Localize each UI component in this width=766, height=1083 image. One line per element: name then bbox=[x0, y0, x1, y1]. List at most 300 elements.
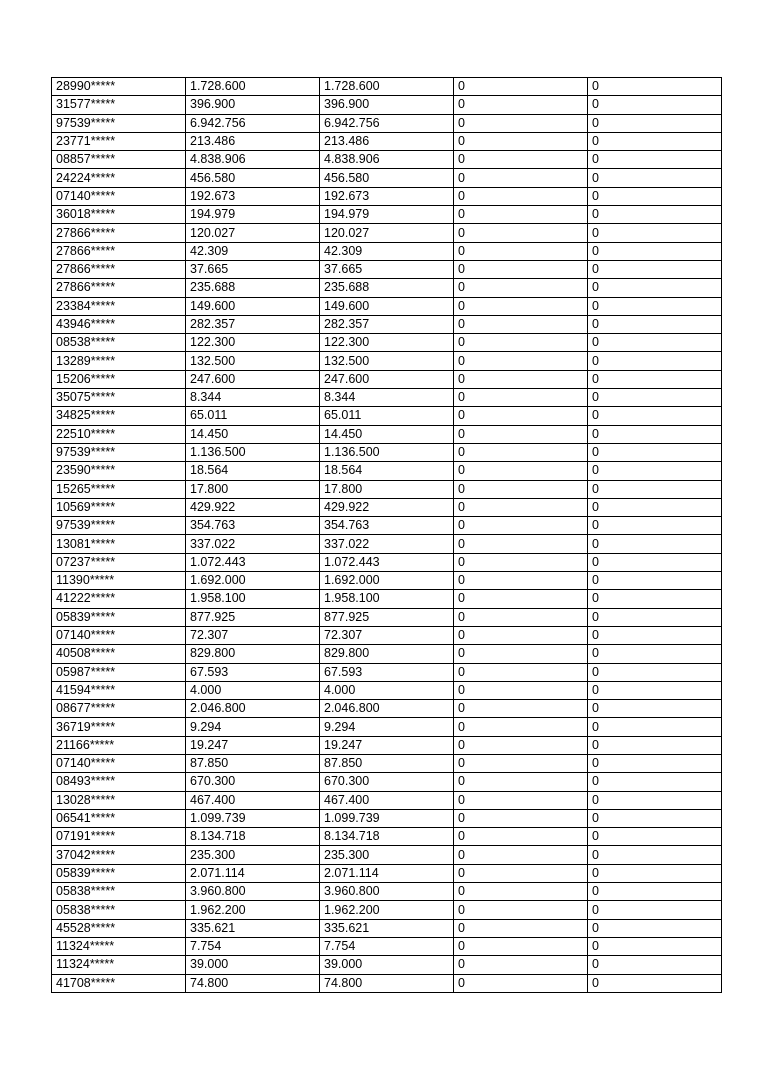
table-row bbox=[52, 608, 722, 626]
value-2-cell: 0 bbox=[588, 864, 722, 882]
table-row bbox=[52, 828, 722, 846]
table-row bbox=[52, 681, 722, 699]
value-2-cell: 0 bbox=[588, 352, 722, 370]
value-cell: 0 bbox=[454, 809, 588, 827]
table-row bbox=[52, 956, 722, 974]
table-row bbox=[52, 370, 722, 388]
amount-cell: 9.294 bbox=[186, 718, 320, 736]
amount-2-cell: 39.000 bbox=[320, 956, 454, 974]
value-cell: 0 bbox=[454, 169, 588, 187]
value-cell: 0 bbox=[454, 553, 588, 571]
amount-2-cell: 8.134.718 bbox=[320, 828, 454, 846]
value-cell: 0 bbox=[454, 480, 588, 498]
value-2-cell: 0 bbox=[588, 974, 722, 992]
value-2-cell: 0 bbox=[588, 498, 722, 516]
table-row bbox=[52, 224, 722, 242]
table-row bbox=[52, 279, 722, 297]
amount-2-cell: 235.688 bbox=[320, 279, 454, 297]
value-2-cell: 0 bbox=[588, 535, 722, 553]
table-row bbox=[52, 974, 722, 992]
amount-2-cell: 18.564 bbox=[320, 462, 454, 480]
data-table bbox=[51, 77, 722, 993]
amount-cell: 467.400 bbox=[186, 791, 320, 809]
id-cell: 41708***** bbox=[52, 974, 186, 992]
amount-2-cell: 467.400 bbox=[320, 791, 454, 809]
amount-2-cell: 396.900 bbox=[320, 96, 454, 114]
id-cell: 34825***** bbox=[52, 407, 186, 425]
id-cell: 05838***** bbox=[52, 901, 186, 919]
amount-cell: 8.344 bbox=[186, 389, 320, 407]
amount-2-cell: 19.247 bbox=[320, 736, 454, 754]
table-row bbox=[52, 425, 722, 443]
amount-2-cell: 67.593 bbox=[320, 663, 454, 681]
id-cell: 06541***** bbox=[52, 809, 186, 827]
amount-2-cell: 4.838.906 bbox=[320, 151, 454, 169]
id-cell: 07140***** bbox=[52, 754, 186, 772]
amount-cell: 213.486 bbox=[186, 132, 320, 150]
amount-cell: 4.838.906 bbox=[186, 151, 320, 169]
amount-cell: 65.011 bbox=[186, 407, 320, 425]
table-row bbox=[52, 260, 722, 278]
amount-cell: 2.046.800 bbox=[186, 700, 320, 718]
value-cell: 0 bbox=[454, 700, 588, 718]
table-row bbox=[52, 96, 722, 114]
amount-cell: 429.922 bbox=[186, 498, 320, 516]
id-cell: 40508***** bbox=[52, 645, 186, 663]
table-row bbox=[52, 242, 722, 260]
amount-cell: 37.665 bbox=[186, 260, 320, 278]
id-cell: 08493***** bbox=[52, 773, 186, 791]
value-2-cell: 0 bbox=[588, 206, 722, 224]
id-cell: 23771***** bbox=[52, 132, 186, 150]
value-2-cell: 0 bbox=[588, 809, 722, 827]
amount-cell: 39.000 bbox=[186, 956, 320, 974]
value-2-cell: 0 bbox=[588, 919, 722, 937]
amount-2-cell: 4.000 bbox=[320, 681, 454, 699]
amount-cell: 8.134.718 bbox=[186, 828, 320, 846]
amount-2-cell: 2.046.800 bbox=[320, 700, 454, 718]
table-row bbox=[52, 443, 722, 461]
value-2-cell: 0 bbox=[588, 480, 722, 498]
value-cell: 0 bbox=[454, 187, 588, 205]
table-row bbox=[52, 754, 722, 772]
table-row bbox=[52, 169, 722, 187]
amount-2-cell: 194.979 bbox=[320, 206, 454, 224]
id-cell: 05838***** bbox=[52, 883, 186, 901]
value-cell: 0 bbox=[454, 645, 588, 663]
amount-2-cell: 1.072.443 bbox=[320, 553, 454, 571]
table-row bbox=[52, 919, 722, 937]
id-cell: 28990***** bbox=[52, 78, 186, 96]
value-2-cell: 0 bbox=[588, 242, 722, 260]
amount-cell: 1.962.200 bbox=[186, 901, 320, 919]
table-row bbox=[52, 883, 722, 901]
id-cell: 15206***** bbox=[52, 370, 186, 388]
amount-2-cell: 132.500 bbox=[320, 352, 454, 370]
id-cell: 05987***** bbox=[52, 663, 186, 681]
value-2-cell: 0 bbox=[588, 901, 722, 919]
value-2-cell: 0 bbox=[588, 681, 722, 699]
amount-2-cell: 87.850 bbox=[320, 754, 454, 772]
amount-cell: 1.072.443 bbox=[186, 553, 320, 571]
amount-cell: 149.600 bbox=[186, 297, 320, 315]
amount-cell: 192.673 bbox=[186, 187, 320, 205]
table-row bbox=[52, 590, 722, 608]
value-2-cell: 0 bbox=[588, 773, 722, 791]
value-2-cell: 0 bbox=[588, 462, 722, 480]
value-2-cell: 0 bbox=[588, 626, 722, 644]
value-cell: 0 bbox=[454, 663, 588, 681]
value-cell: 0 bbox=[454, 425, 588, 443]
value-2-cell: 0 bbox=[588, 315, 722, 333]
amount-cell: 87.850 bbox=[186, 754, 320, 772]
amount-2-cell: 354.763 bbox=[320, 517, 454, 535]
id-cell: 08538***** bbox=[52, 334, 186, 352]
table-row bbox=[52, 407, 722, 425]
amount-cell: 282.357 bbox=[186, 315, 320, 333]
value-cell: 0 bbox=[454, 974, 588, 992]
value-cell: 0 bbox=[454, 846, 588, 864]
table-row bbox=[52, 389, 722, 407]
value-cell: 0 bbox=[454, 572, 588, 590]
amount-2-cell: 670.300 bbox=[320, 773, 454, 791]
value-2-cell: 0 bbox=[588, 260, 722, 278]
amount-2-cell: 42.309 bbox=[320, 242, 454, 260]
table-row bbox=[52, 517, 722, 535]
id-cell: 13081***** bbox=[52, 535, 186, 553]
value-2-cell: 0 bbox=[588, 553, 722, 571]
amount-cell: 337.022 bbox=[186, 535, 320, 553]
table-body bbox=[52, 78, 722, 993]
amount-2-cell: 1.962.200 bbox=[320, 901, 454, 919]
table-row bbox=[52, 663, 722, 681]
value-2-cell: 0 bbox=[588, 791, 722, 809]
amount-cell: 3.960.800 bbox=[186, 883, 320, 901]
amount-2-cell: 1.136.500 bbox=[320, 443, 454, 461]
table-row bbox=[52, 498, 722, 516]
value-2-cell: 0 bbox=[588, 663, 722, 681]
id-cell: 41594***** bbox=[52, 681, 186, 699]
amount-2-cell: 429.922 bbox=[320, 498, 454, 516]
amount-2-cell: 235.300 bbox=[320, 846, 454, 864]
value-cell: 0 bbox=[454, 206, 588, 224]
table-row bbox=[52, 572, 722, 590]
amount-cell: 877.925 bbox=[186, 608, 320, 626]
id-cell: 23384***** bbox=[52, 297, 186, 315]
id-cell: 36719***** bbox=[52, 718, 186, 736]
amount-cell: 6.942.756 bbox=[186, 114, 320, 132]
table-row bbox=[52, 901, 722, 919]
value-cell: 0 bbox=[454, 590, 588, 608]
table-row bbox=[52, 809, 722, 827]
value-cell: 0 bbox=[454, 754, 588, 772]
value-cell: 0 bbox=[454, 78, 588, 96]
value-2-cell: 0 bbox=[588, 754, 722, 772]
amount-cell: 19.247 bbox=[186, 736, 320, 754]
table-row bbox=[52, 773, 722, 791]
value-cell: 0 bbox=[454, 901, 588, 919]
id-cell: 08677***** bbox=[52, 700, 186, 718]
table-row bbox=[52, 334, 722, 352]
id-cell: 37042***** bbox=[52, 846, 186, 864]
value-2-cell: 0 bbox=[588, 590, 722, 608]
amount-cell: 247.600 bbox=[186, 370, 320, 388]
value-cell: 0 bbox=[454, 132, 588, 150]
table-row bbox=[52, 645, 722, 663]
table-row bbox=[52, 297, 722, 315]
value-cell: 0 bbox=[454, 883, 588, 901]
id-cell: 24224***** bbox=[52, 169, 186, 187]
id-cell: 23590***** bbox=[52, 462, 186, 480]
value-cell: 0 bbox=[454, 718, 588, 736]
amount-2-cell: 37.665 bbox=[320, 260, 454, 278]
amount-2-cell: 1.728.600 bbox=[320, 78, 454, 96]
amount-cell: 4.000 bbox=[186, 681, 320, 699]
value-cell: 0 bbox=[454, 224, 588, 242]
table-row bbox=[52, 132, 722, 150]
amount-cell: 829.800 bbox=[186, 645, 320, 663]
value-cell: 0 bbox=[454, 407, 588, 425]
table-row bbox=[52, 864, 722, 882]
amount-2-cell: 877.925 bbox=[320, 608, 454, 626]
amount-cell: 235.300 bbox=[186, 846, 320, 864]
value-2-cell: 0 bbox=[588, 96, 722, 114]
value-cell: 0 bbox=[454, 462, 588, 480]
amount-2-cell: 6.942.756 bbox=[320, 114, 454, 132]
value-2-cell: 0 bbox=[588, 151, 722, 169]
id-cell: 11390***** bbox=[52, 572, 186, 590]
value-2-cell: 0 bbox=[588, 187, 722, 205]
amount-2-cell: 122.300 bbox=[320, 334, 454, 352]
amount-cell: 120.027 bbox=[186, 224, 320, 242]
value-2-cell: 0 bbox=[588, 78, 722, 96]
amount-2-cell: 3.960.800 bbox=[320, 883, 454, 901]
id-cell: 05839***** bbox=[52, 864, 186, 882]
id-cell: 07191***** bbox=[52, 828, 186, 846]
value-2-cell: 0 bbox=[588, 718, 722, 736]
value-cell: 0 bbox=[454, 297, 588, 315]
value-cell: 0 bbox=[454, 334, 588, 352]
id-cell: 45528***** bbox=[52, 919, 186, 937]
value-cell: 0 bbox=[454, 389, 588, 407]
value-2-cell: 0 bbox=[588, 700, 722, 718]
amount-cell: 1.099.739 bbox=[186, 809, 320, 827]
value-cell: 0 bbox=[454, 517, 588, 535]
value-cell: 0 bbox=[454, 370, 588, 388]
id-cell: 97539***** bbox=[52, 443, 186, 461]
id-cell: 27866***** bbox=[52, 224, 186, 242]
amount-2-cell: 456.580 bbox=[320, 169, 454, 187]
id-cell: 41222***** bbox=[52, 590, 186, 608]
amount-cell: 1.136.500 bbox=[186, 443, 320, 461]
value-cell: 0 bbox=[454, 919, 588, 937]
id-cell: 21166***** bbox=[52, 736, 186, 754]
value-cell: 0 bbox=[454, 864, 588, 882]
amount-cell: 7.754 bbox=[186, 937, 320, 955]
table-row bbox=[52, 736, 722, 754]
amount-2-cell: 213.486 bbox=[320, 132, 454, 150]
value-cell: 0 bbox=[454, 736, 588, 754]
value-2-cell: 0 bbox=[588, 425, 722, 443]
amount-cell: 235.688 bbox=[186, 279, 320, 297]
value-2-cell: 0 bbox=[588, 279, 722, 297]
id-cell: 27866***** bbox=[52, 242, 186, 260]
amount-cell: 670.300 bbox=[186, 773, 320, 791]
value-2-cell: 0 bbox=[588, 334, 722, 352]
value-2-cell: 0 bbox=[588, 828, 722, 846]
amount-cell: 335.621 bbox=[186, 919, 320, 937]
amount-2-cell: 192.673 bbox=[320, 187, 454, 205]
value-2-cell: 0 bbox=[588, 370, 722, 388]
id-cell: 43946***** bbox=[52, 315, 186, 333]
value-2-cell: 0 bbox=[588, 937, 722, 955]
table-row bbox=[52, 718, 722, 736]
amount-2-cell: 1.099.739 bbox=[320, 809, 454, 827]
amount-cell: 1.692.000 bbox=[186, 572, 320, 590]
id-cell: 11324***** bbox=[52, 956, 186, 974]
amount-cell: 18.564 bbox=[186, 462, 320, 480]
amount-2-cell: 72.307 bbox=[320, 626, 454, 644]
id-cell: 07140***** bbox=[52, 187, 186, 205]
id-cell: 07140***** bbox=[52, 626, 186, 644]
amount-cell: 67.593 bbox=[186, 663, 320, 681]
value-2-cell: 0 bbox=[588, 389, 722, 407]
id-cell: 97539***** bbox=[52, 114, 186, 132]
id-cell: 22510***** bbox=[52, 425, 186, 443]
amount-cell: 354.763 bbox=[186, 517, 320, 535]
value-cell: 0 bbox=[454, 626, 588, 644]
id-cell: 10569***** bbox=[52, 498, 186, 516]
amount-2-cell: 74.800 bbox=[320, 974, 454, 992]
amount-cell: 42.309 bbox=[186, 242, 320, 260]
value-2-cell: 0 bbox=[588, 572, 722, 590]
table-row bbox=[52, 480, 722, 498]
amount-cell: 72.307 bbox=[186, 626, 320, 644]
amount-cell: 132.500 bbox=[186, 352, 320, 370]
amount-2-cell: 8.344 bbox=[320, 389, 454, 407]
amount-cell: 14.450 bbox=[186, 425, 320, 443]
value-cell: 0 bbox=[454, 791, 588, 809]
amount-cell: 456.580 bbox=[186, 169, 320, 187]
amount-cell: 2.071.114 bbox=[186, 864, 320, 882]
value-cell: 0 bbox=[454, 352, 588, 370]
value-cell: 0 bbox=[454, 608, 588, 626]
value-cell: 0 bbox=[454, 937, 588, 955]
amount-2-cell: 14.450 bbox=[320, 425, 454, 443]
amount-2-cell: 337.022 bbox=[320, 535, 454, 553]
value-2-cell: 0 bbox=[588, 407, 722, 425]
value-2-cell: 0 bbox=[588, 224, 722, 242]
value-2-cell: 0 bbox=[588, 443, 722, 461]
id-cell: 36018***** bbox=[52, 206, 186, 224]
amount-cell: 74.800 bbox=[186, 974, 320, 992]
amount-2-cell: 9.294 bbox=[320, 718, 454, 736]
id-cell: 13289***** bbox=[52, 352, 186, 370]
table-row bbox=[52, 315, 722, 333]
value-2-cell: 0 bbox=[588, 297, 722, 315]
table-row bbox=[52, 206, 722, 224]
value-cell: 0 bbox=[454, 681, 588, 699]
table-row bbox=[52, 700, 722, 718]
table-row bbox=[52, 462, 722, 480]
id-cell: 07237***** bbox=[52, 553, 186, 571]
id-cell: 15265***** bbox=[52, 480, 186, 498]
table-row bbox=[52, 151, 722, 169]
table-row bbox=[52, 352, 722, 370]
amount-2-cell: 1.958.100 bbox=[320, 590, 454, 608]
amount-2-cell: 335.621 bbox=[320, 919, 454, 937]
id-cell: 08857***** bbox=[52, 151, 186, 169]
table-row bbox=[52, 553, 722, 571]
value-2-cell: 0 bbox=[588, 883, 722, 901]
value-2-cell: 0 bbox=[588, 517, 722, 535]
amount-2-cell: 282.357 bbox=[320, 315, 454, 333]
amount-2-cell: 120.027 bbox=[320, 224, 454, 242]
amount-2-cell: 17.800 bbox=[320, 480, 454, 498]
amount-cell: 17.800 bbox=[186, 480, 320, 498]
table-row bbox=[52, 78, 722, 96]
amount-cell: 194.979 bbox=[186, 206, 320, 224]
value-2-cell: 0 bbox=[588, 645, 722, 663]
value-cell: 0 bbox=[454, 828, 588, 846]
id-cell: 35075***** bbox=[52, 389, 186, 407]
amount-2-cell: 2.071.114 bbox=[320, 864, 454, 882]
value-cell: 0 bbox=[454, 260, 588, 278]
value-2-cell: 0 bbox=[588, 846, 722, 864]
value-2-cell: 0 bbox=[588, 608, 722, 626]
amount-2-cell: 149.600 bbox=[320, 297, 454, 315]
table-row bbox=[52, 846, 722, 864]
amount-2-cell: 7.754 bbox=[320, 937, 454, 955]
value-cell: 0 bbox=[454, 498, 588, 516]
value-cell: 0 bbox=[454, 151, 588, 169]
id-cell: 05839***** bbox=[52, 608, 186, 626]
amount-cell: 1.958.100 bbox=[186, 590, 320, 608]
value-cell: 0 bbox=[454, 773, 588, 791]
amount-2-cell: 247.600 bbox=[320, 370, 454, 388]
id-cell: 11324***** bbox=[52, 937, 186, 955]
table-row bbox=[52, 114, 722, 132]
amount-2-cell: 65.011 bbox=[320, 407, 454, 425]
table-row bbox=[52, 791, 722, 809]
amount-cell: 1.728.600 bbox=[186, 78, 320, 96]
value-cell: 0 bbox=[454, 96, 588, 114]
value-cell: 0 bbox=[454, 242, 588, 260]
amount-2-cell: 1.692.000 bbox=[320, 572, 454, 590]
value-cell: 0 bbox=[454, 443, 588, 461]
table-row bbox=[52, 937, 722, 955]
amount-2-cell: 829.800 bbox=[320, 645, 454, 663]
value-2-cell: 0 bbox=[588, 956, 722, 974]
amount-cell: 122.300 bbox=[186, 334, 320, 352]
id-cell: 31577***** bbox=[52, 96, 186, 114]
value-cell: 0 bbox=[454, 279, 588, 297]
table-row bbox=[52, 187, 722, 205]
value-cell: 0 bbox=[454, 956, 588, 974]
id-cell: 27866***** bbox=[52, 260, 186, 278]
table-row bbox=[52, 535, 722, 553]
value-2-cell: 0 bbox=[588, 736, 722, 754]
id-cell: 13028***** bbox=[52, 791, 186, 809]
value-cell: 0 bbox=[454, 535, 588, 553]
amount-cell: 396.900 bbox=[186, 96, 320, 114]
id-cell: 97539***** bbox=[52, 517, 186, 535]
value-cell: 0 bbox=[454, 315, 588, 333]
id-cell: 27866***** bbox=[52, 279, 186, 297]
value-2-cell: 0 bbox=[588, 132, 722, 150]
value-2-cell: 0 bbox=[588, 114, 722, 132]
value-cell: 0 bbox=[454, 114, 588, 132]
